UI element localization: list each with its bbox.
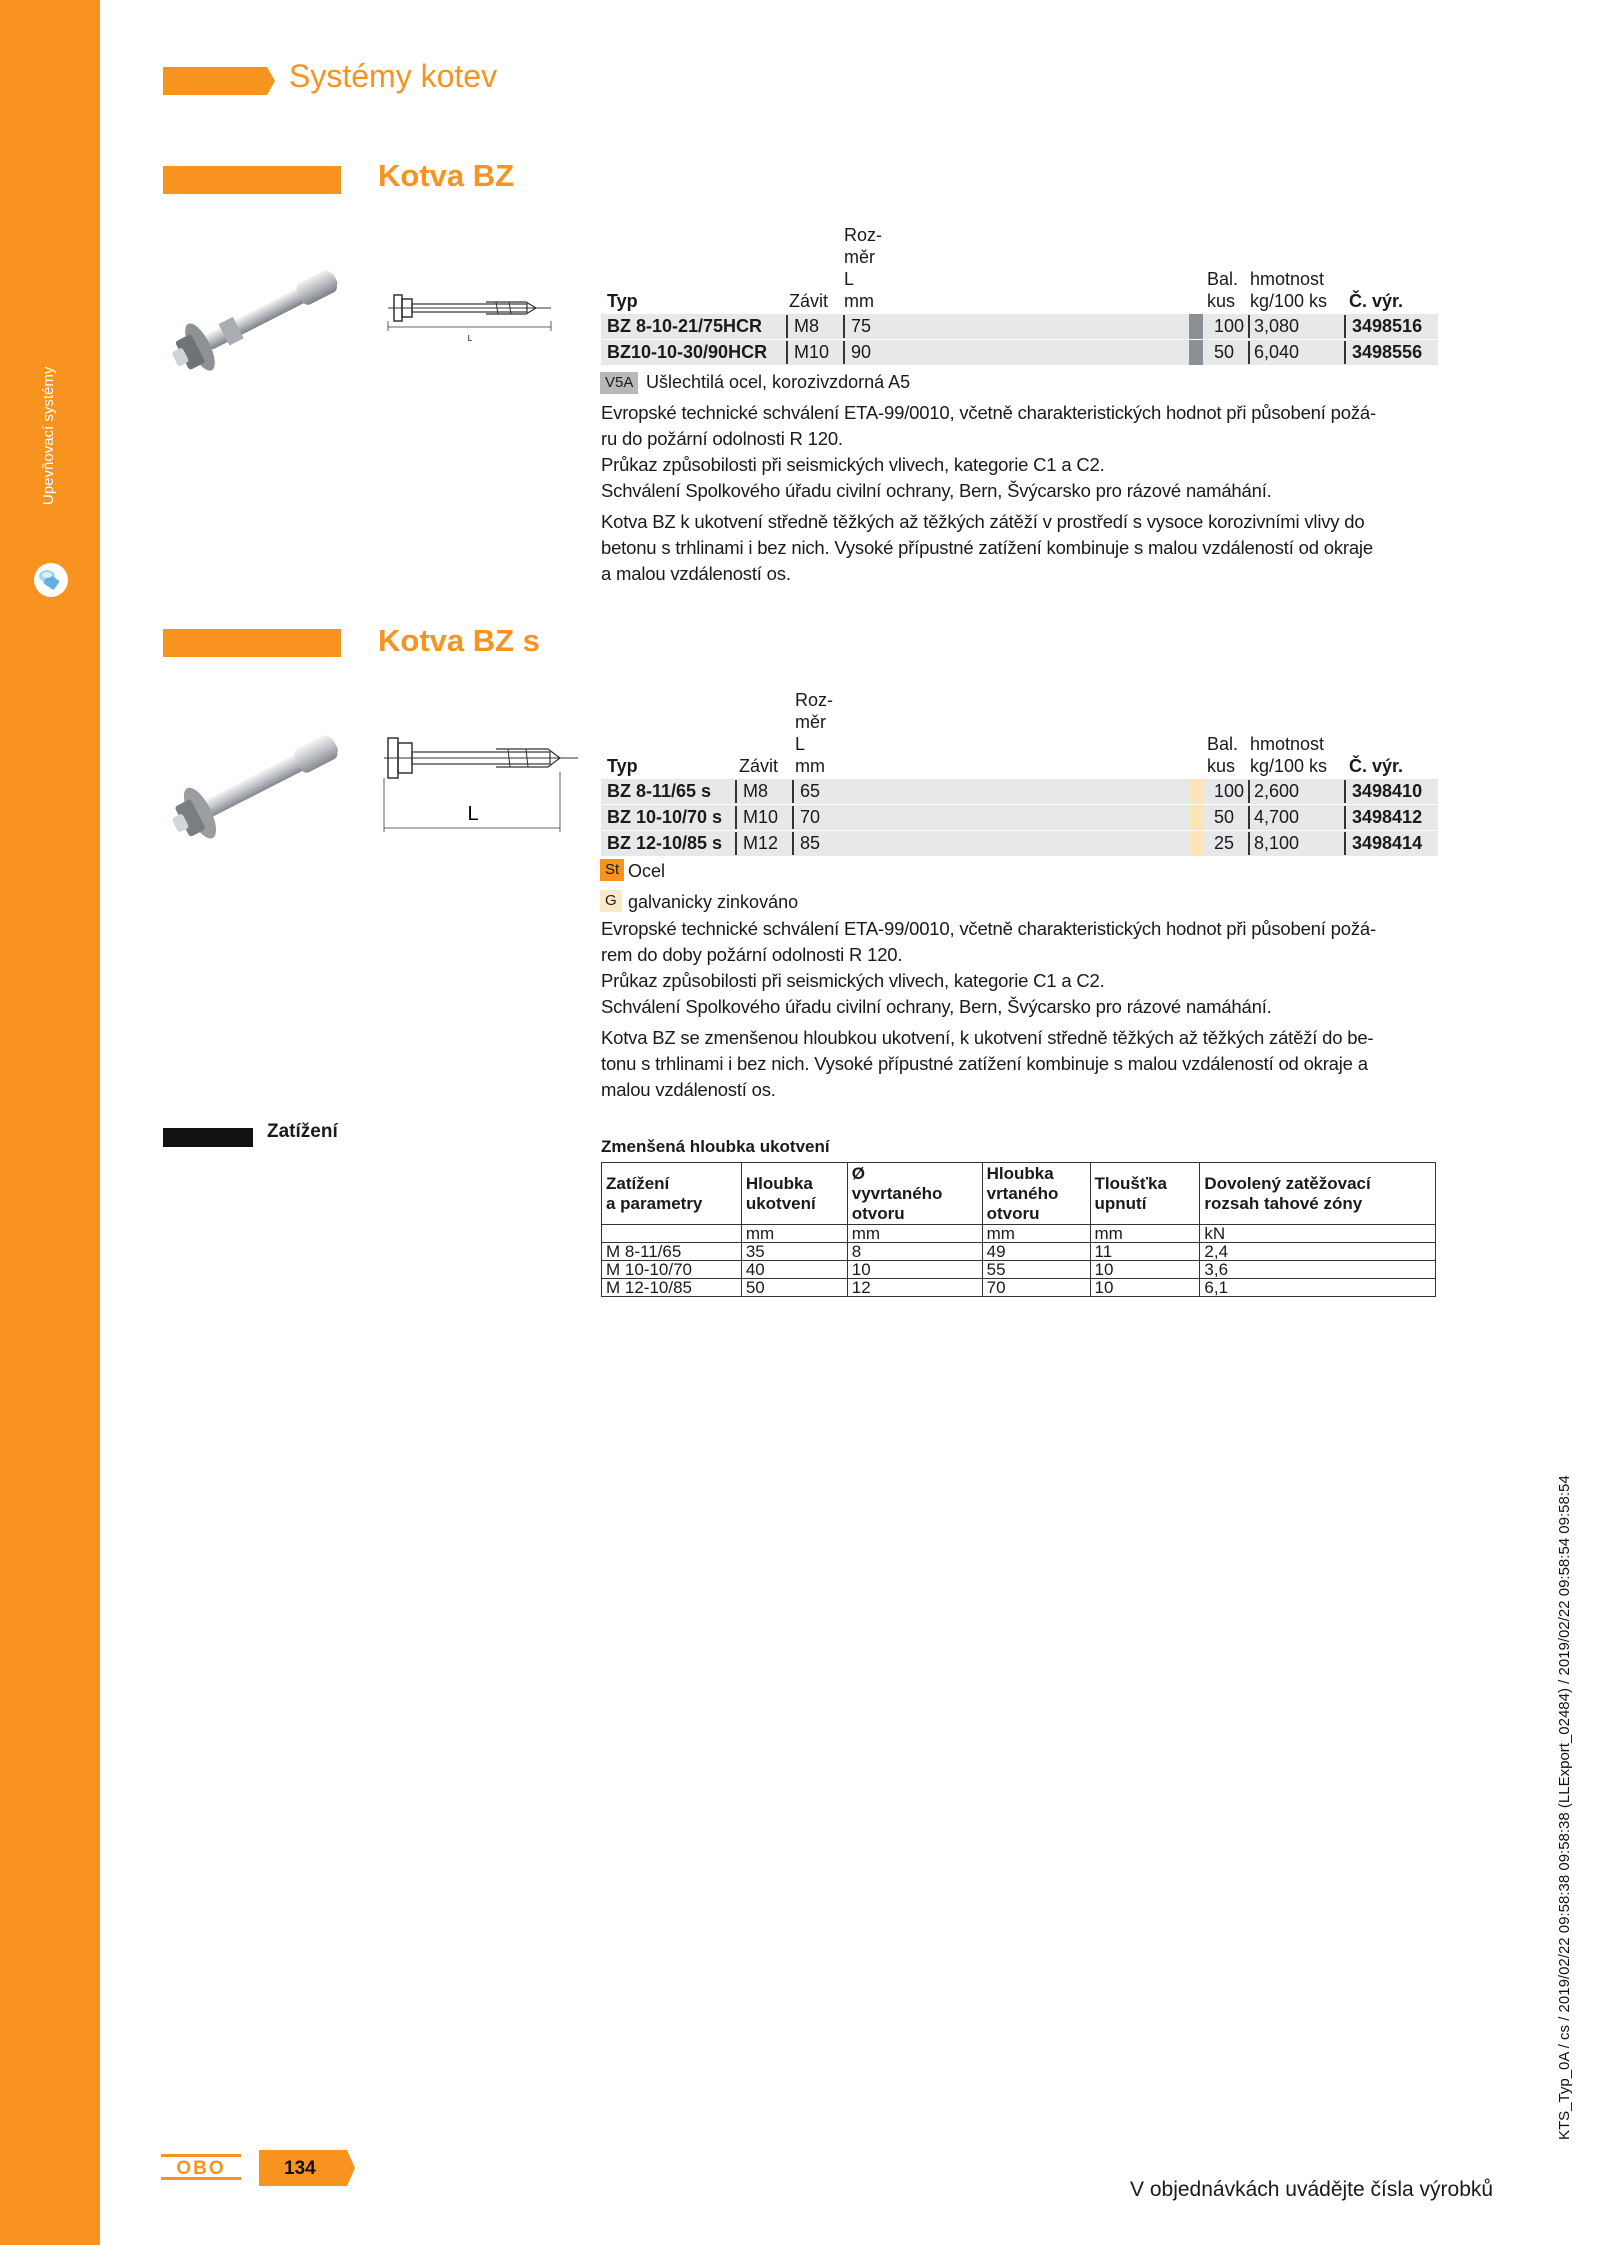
anchor-drawing — [386, 283, 556, 343]
anchor-drawing — [378, 728, 584, 838]
section-bar — [163, 629, 341, 657]
description: Evropské technické schválení ETA-99/0010, včetně charakteristických hodnot při působení požá- ru do požární odolnosti R 120. Průkaz způsobilosti při seismických vlivech, kategorie C1 a C2. Schválení Spolkového úřadu civilní ochrany, Bern, Švýcarsko pro rázové namáhání. Kotva BZ k ukotvení středně těžkých až těžkých zátěží v prostředí s vysoce korozivními vlivy do betonu s trhlinami i bez nich. Vysoké přípustné zatížení kombinuje s malou vzdáleností od okraje a malou vzdáleností os. — [601, 402, 1376, 584]
description: Evropské technické schválení ETA-99/0010, včetně charakteristických hodnot při působení požá- rem do doby požární odolnosti R 120. Průkaz způsobilosti při seismických vlivech, kategorie C1 a C2. Schválení Spolkového úřadu civilní ochrany, Bern, Švýcarsko pro rázové namáhání. Kotva BZ se zmenšenou hloubkou ukotvení, k ukotvení středně těžkých až těžkých zátěží do be- tonu s trhlinami i bez nich. Vysoké přípustné zatížení kombinuje s malou vzdáleností od okraje a malou vzdáleností os. — [601, 918, 1376, 1100]
units-row: mm mm mm mm kN — [602, 1225, 1436, 1243]
footer-note: V objednávkách uvádějte čísla výrobků — [1130, 2178, 1494, 2201]
header-thread: Závit — [789, 291, 829, 311]
obo-logo — [161, 2154, 241, 2180]
pack-marker — [1189, 831, 1203, 856]
section-title: Kotva BZ — [378, 158, 515, 193]
section-title: Kotva BZ s — [378, 623, 540, 658]
header-article: Č. výr. — [1349, 756, 1404, 776]
table-header: Zatížení a parametry Hloubka ukotvení Ø vyvrtaného otvoru Hloubka vrtaného otvoru Tloušťka upnutí Dovolený zatěžovací rozsah tahové zóny — [602, 1163, 1436, 1225]
table-row: BZ 8-11/65 s M8 65 100 2,600 3498410 — [601, 779, 1438, 804]
dimension-label: L — [467, 334, 473, 343]
pack-marker — [1189, 805, 1203, 830]
material-text: Ocel — [628, 861, 666, 881]
table-caption: Zmenšená hloubka ukotvení — [601, 1137, 830, 1156]
table-row: M 8-11/65 35 8 49 11 2,4 — [602, 1243, 1436, 1261]
pack-marker — [1189, 779, 1203, 804]
pack-marker — [1189, 314, 1203, 339]
header-type: Typ — [607, 291, 638, 311]
section-bar — [163, 166, 341, 194]
table-row: BZ 12-10/85 s M12 85 25 8,100 3498414 — [601, 831, 1438, 856]
page-title: Systémy kotev — [289, 58, 498, 94]
dimension-label: L — [467, 803, 479, 825]
page-number: 134 — [284, 2158, 316, 2179]
header-dimension: Roz- měr L mm — [795, 690, 834, 776]
anchor-photo — [165, 728, 350, 840]
section-title: Zatížení — [267, 1121, 338, 1142]
sidebar-label: Upevňovací systémy — [40, 366, 57, 505]
table-header — [601, 224, 1438, 314]
anchor-photo — [165, 262, 350, 374]
material-badge: V5A — [600, 372, 638, 394]
side-strip — [0, 0, 100, 2245]
export-meta: KTS_Typ_0A / cs / 2019/02/22 09:58:38 09:58:38 (LLExport_02484) / 2019/02/22 09:58:54 09:58:54 — [1556, 1475, 1573, 2140]
material-text: galvanicky zinkováno — [628, 892, 799, 912]
fastener-icon — [33, 562, 69, 598]
header-pack: Bal. kus — [1207, 269, 1239, 311]
table-row: BZ10-10-30/90HCR M10 90 50 6,040 3498556 — [601, 340, 1438, 365]
header-dimension: Roz- měr L mm — [844, 225, 883, 311]
header-type: Typ — [607, 756, 638, 776]
table-row: BZ 8-10-21/75HCR M8 75 100 3,080 3498516 — [601, 314, 1438, 339]
section-bar — [163, 1128, 253, 1147]
header-thread: Závit — [739, 756, 779, 776]
product-table — [601, 224, 1438, 366]
table-row: BZ 10-10/70 s M10 70 50 4,700 3498412 — [601, 805, 1438, 830]
material-text: Ušlechtilá ocel, korozivzdorná A5 — [646, 372, 911, 392]
load-table — [601, 1162, 1436, 1297]
table-row: M 12-10/85 50 12 70 10 6,1 — [602, 1279, 1436, 1297]
table-header — [601, 689, 1438, 779]
header-weight: hmotnost kg/100 ks — [1250, 734, 1328, 776]
header-pack: Bal. kus — [1207, 734, 1239, 776]
svg-text:OBO: OBO — [176, 2158, 226, 2179]
product-table — [601, 689, 1438, 857]
table-row: M 10-10/70 40 10 55 10 3,6 — [602, 1261, 1436, 1279]
pack-marker — [1189, 340, 1203, 365]
header-arrow — [163, 67, 275, 95]
material-badge: G — [600, 890, 622, 912]
material-badge: St — [600, 859, 624, 881]
header-weight: hmotnost kg/100 ks — [1250, 269, 1328, 311]
header-article: Č. výr. — [1349, 291, 1404, 311]
